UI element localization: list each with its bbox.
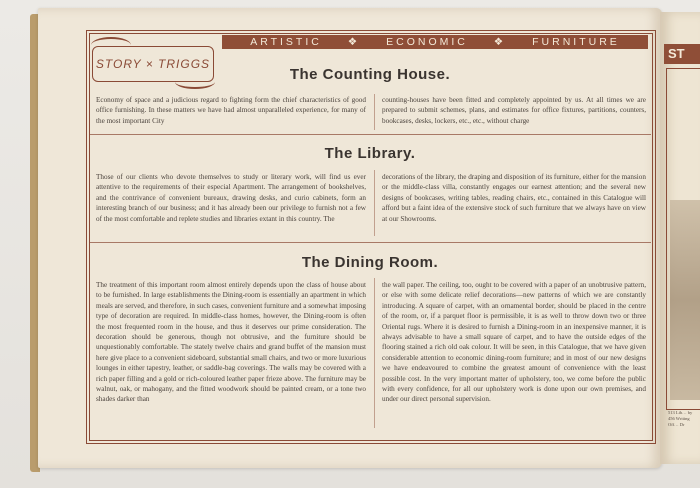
- facing-caption-line: 513 Lib… by: [668, 410, 693, 415]
- column-divider: [374, 278, 375, 428]
- dining-room-text-right: the wall paper. The ceiling, too, ought to be covered with a paper of an unobtrusive pattern, or else with some delicate relief decorations—new patterns of which we are constantly introducing. A square of carpet, with an ornamental border, should be placed in the centre of the room, or, if a parquet floor is permissible, it is as well to throw down two or three Oriental rugs. Where it is desired to furnish a Dining-room in an inexpensive manner, it is always advisable to have a small square of carpet, and to have the outside edges of the flooring stained a rich old oak colour. It will be seen, in this Catalogue, that we have given considerable attention to economic dining-room furniture; and in most of our new designs we have endeavoured to combine the greatest amount of convenience with the least possible cost. In the very important matter of upholstery, too, we come before the public with every confidence, for all our upholstery work is done upon our own premises, and under our direct personal supervision.: [382, 281, 646, 404]
- facing-page-header-fragment: ST: [664, 44, 700, 64]
- dining-room-text-left: The treatment of this important room almost entirely depends upon the class of house about to be furnished. In large establishments the Dining-room is essentially an apartment in which meals are served, and therefore, in such cases, convenient furniture and a somewhat imposing type of decoration are required. In middle-class homes, however, the Dining-room is often the most frequented room in the house, and thus it deserves our prime consideration. The decoration should be generous, though not obtrusive, and the furniture should be unquestionably comfortable. The stately twelve chairs and grand buffet of the mansion must here give place to a convenient sideboard, substantial small chairs, and two or more luxurious lounges in either tapestry, leather, or saddle-bag coverings. The walls may be covered with a rich paper filling and a gold or rich-coloured leather paper frieze above. The furniture may be walnut, oak, or mahogany, and the fitted woodwork should be painted cream, or a tone two shades darker than: [96, 281, 366, 404]
- facing-caption-line: Off… Dr: [668, 422, 685, 427]
- counting-house-text-right: counting-houses have been fitted and completely appointed by us. At all times we are prepared to submit schemes, plans, and estimates for office fixtures, partitions, counters, bookcases, desks, lockers, etc., etc., without charge: [382, 96, 646, 125]
- banner-word-artistic: ARTISTIC: [250, 36, 322, 48]
- logo-text: STORY × TRIGGS: [95, 57, 211, 71]
- column-divider: [374, 94, 375, 130]
- counting-house-heading: The Counting House.: [289, 66, 451, 83]
- counting-house-text-left: Economy of space and a judicious regard to fighting form the chief characteristics of good office furnishing. In these matters we have had almost unparalleled experience, for many of the most important City: [96, 96, 366, 125]
- banner-separator-icon: ❖: [493, 36, 507, 48]
- section-divider: [89, 134, 651, 135]
- library-text-left: Those of our clients who devote themselves to study or literary work, will find us ever attentive to the requirements of their especial Apartment. The arrangement of bookshelves, and the contrivance of convenient bureaux, drawing desks, and curio cabinets, form an interesting branch of our business; and it has already been our privilege to furnish not a few of the most comfortable and replete studies and libraries extant in this country. The: [96, 173, 366, 223]
- library-heading: The Library.: [324, 145, 416, 162]
- banner-word-economic: ECONOMIC: [386, 36, 468, 48]
- banner-word-furniture: FURNITURE: [532, 36, 620, 48]
- facing-page-caption: [668, 410, 700, 428]
- column-divider: [374, 170, 375, 236]
- facing-caption-line: 456 Writing: [668, 416, 690, 421]
- banner-separator-icon: ❖: [347, 36, 361, 48]
- header-banner: [222, 35, 648, 49]
- library-text-right: decorations of the library, the draping and disposition of its furniture, either for the mansion or the middle-class villa, constantly engages our earnest attention; and the several new designs of bookcases, writing tables, reading chairs, etc., contained in this Catalogue will afford but a faint idea of the extensive stock of such furniture that we always have on view at our Showrooms.: [382, 173, 646, 223]
- facing-page-photo: [670, 200, 700, 400]
- logo-flourish: [91, 37, 131, 53]
- section-divider: [89, 242, 651, 243]
- dining-room-heading: The Dining Room.: [301, 254, 439, 271]
